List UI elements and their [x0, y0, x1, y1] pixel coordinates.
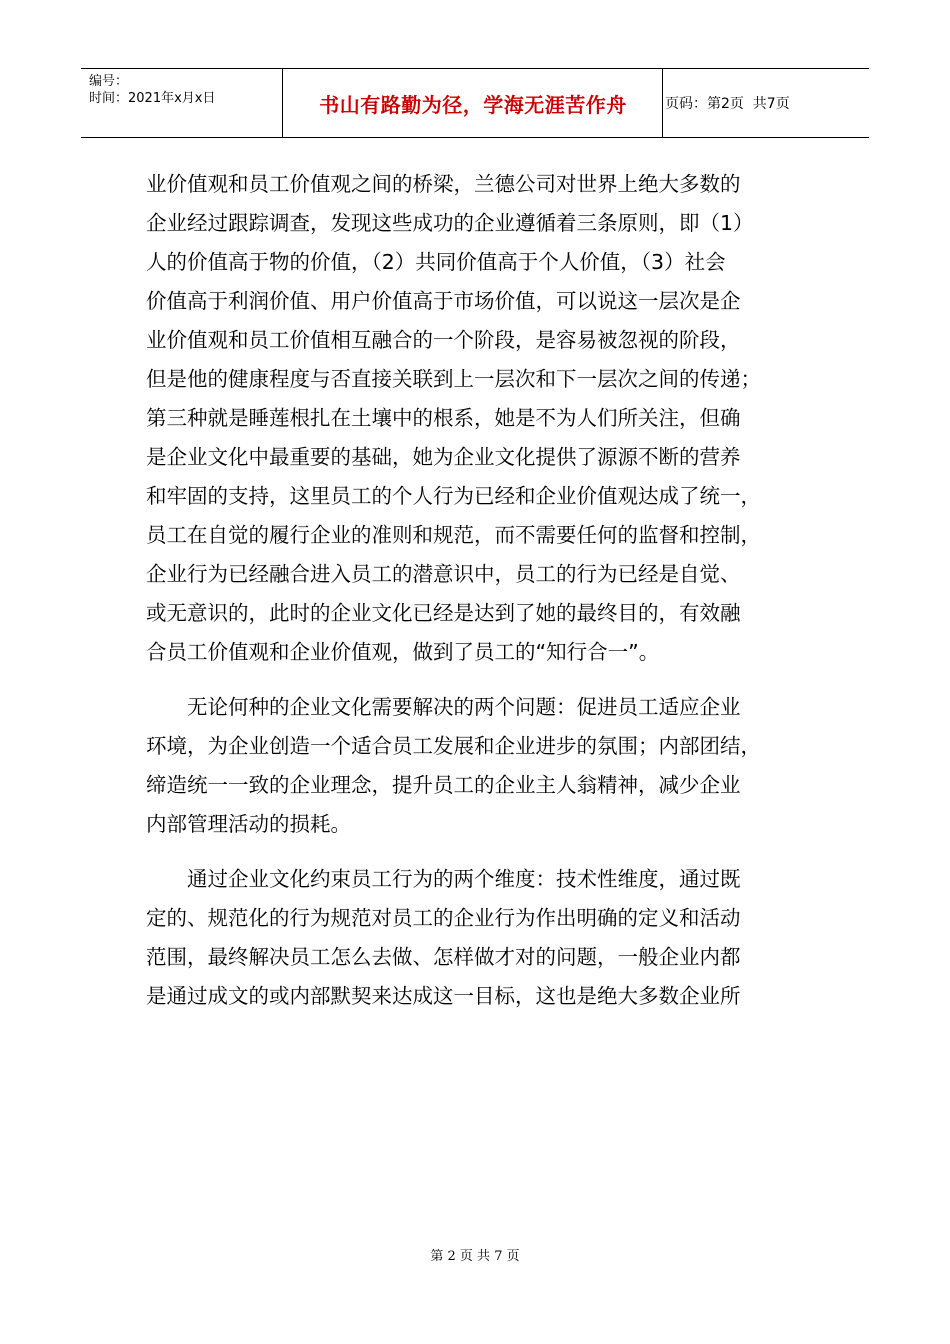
body-line: 和牢固的支持，这里员工的个人行为已经和企业价值观达成了统一， — [146, 484, 761, 508]
body-line: 合员工价值观和企业价值观，做到了员工的“知行合一”。 — [146, 640, 660, 664]
body-line: 缔造统一一致的企业理念，提升员工的企业主人翁精神，减少企业 — [146, 773, 741, 797]
page-footer: 第 2 页 共 7 页 — [430, 1249, 520, 1264]
document-time-label: 时间：2021年x月x日 — [89, 91, 216, 106]
page-header — [81, 68, 869, 138]
body-line: 内部管理活动的损耗。 — [146, 812, 351, 836]
header-divider-right — [662, 69, 663, 137]
document-number-label: 编号： — [89, 74, 129, 89]
body-line: 环境，为企业创造一个适合员工发展和企业进步的氛围；内部团结， — [146, 734, 761, 758]
body-line: 通过企业文化约束员工行为的两个维度：技术性维度，通过既 — [187, 867, 741, 891]
body-line: 是企业文化中最重要的基础，她为企业文化提供了源源不断的营养 — [146, 445, 741, 469]
header-meta — [89, 73, 215, 107]
paragraph-gap — [146, 847, 806, 863]
body-line: 业价值观和员工价值相互融合的一个阶段，是容易被忽视的阶段， — [146, 328, 741, 352]
body-line: 企业行为已经融合进入员工的潜意识中，员工的行为已经是自觉、 — [146, 562, 741, 586]
body-line: 价值高于利润价值、用户价值高于市场价值，可以说这一层次是企 — [146, 289, 741, 313]
body-line: 员工在自觉的履行企业的准则和规范，而不需要任何的监督和控制， — [146, 523, 761, 547]
body-line: 业价值观和员工价值观之间的桥梁，兰德公司对世界上绝大多数的 — [146, 172, 741, 196]
body-line: 但是他的健康程度与否直接关联到上一层次和下一层次之间的传递； — [146, 367, 761, 391]
header-divider-left — [282, 69, 283, 137]
body-line: 范围，最终解决员工怎么去做、怎样做才对的问题，一般企业内都 — [146, 945, 741, 969]
body-line: 定的、规范化的行为规范对员工的企业行为作出明确的定义和活动 — [146, 906, 741, 930]
body-line: 人的价值高于物的价值，（2）共同价值高于个人价值，（3）社会 — [146, 250, 726, 274]
body-line: 或无意识的，此时的企业文化已经是达到了她的最终目的，有效融 — [146, 601, 741, 625]
body-line: 无论何种的企业文化需要解决的两个问题：促进员工适应企业 — [187, 695, 741, 719]
header-motto: 书山有路勤为径，学海无涯苦作舟 — [319, 92, 627, 117]
body-line: 企业经过跟踪调查，发现这些成功的企业遵循着三条原则，即（1） — [146, 211, 754, 235]
header-page-indicator: 页码：第2页 共7页 — [665, 96, 790, 112]
paragraph-gap — [146, 675, 806, 691]
document-body — [146, 168, 806, 1019]
body-line: 是通过成文的或内部默契来达成这一目标，这也是绝大多数企业所 — [146, 984, 741, 1008]
body-line: 第三种就是睡莲根扎在土壤中的根系，她是不为人们所关注，但确 — [146, 406, 741, 430]
